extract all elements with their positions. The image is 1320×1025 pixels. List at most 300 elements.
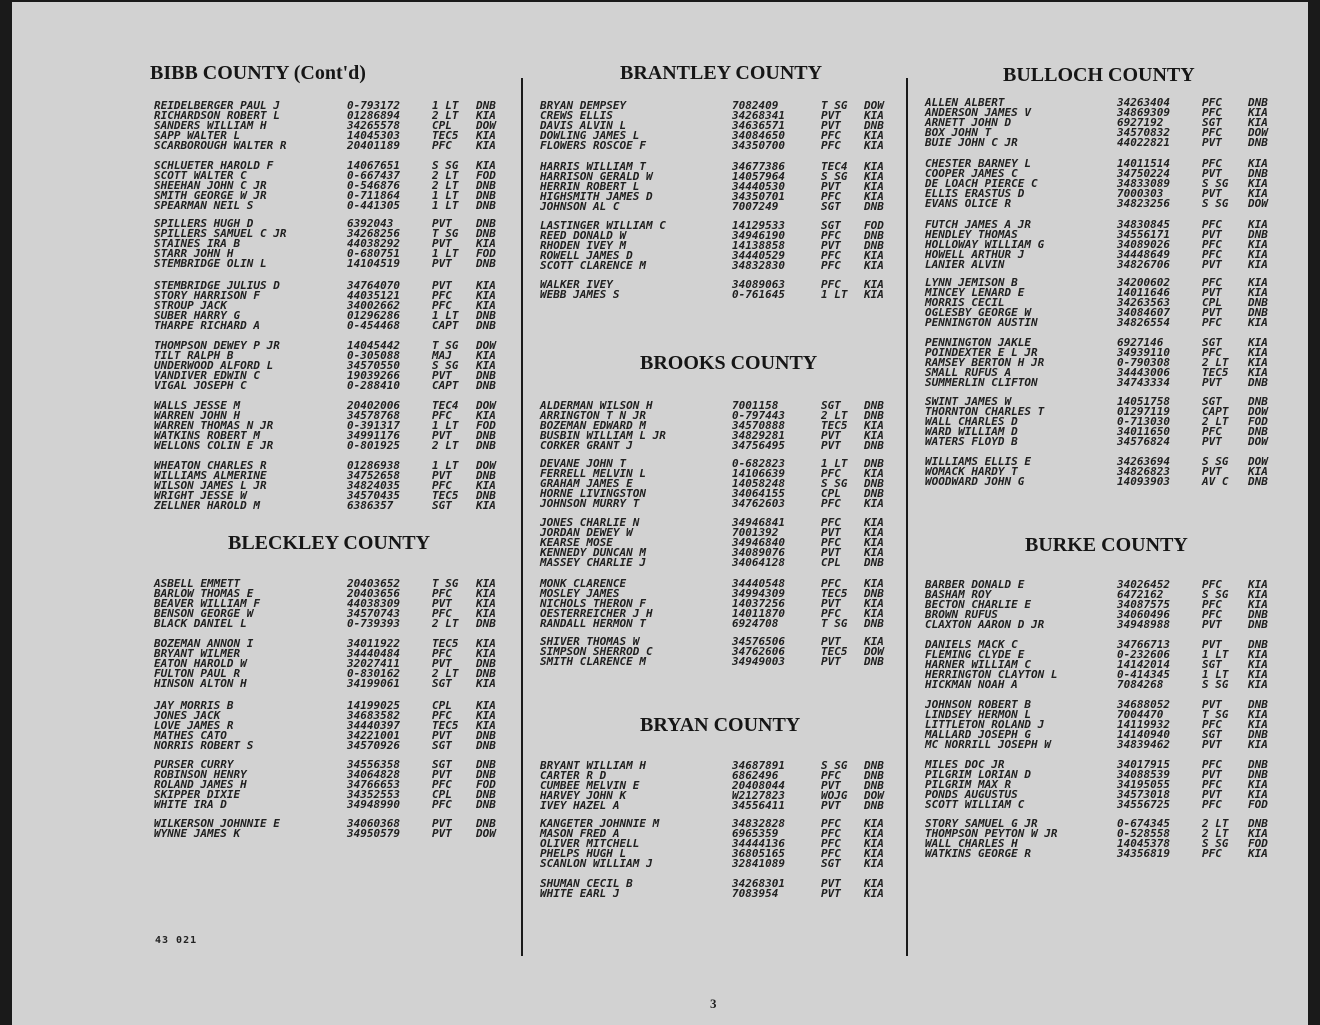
rank: PFC [821,769,841,782]
rank: PVT [432,827,452,840]
casualty-name: COOPER JAMES C [925,167,1018,180]
service-number: 34064155 [732,487,785,500]
service-number: 34060496 [1117,608,1170,621]
rank: S SG [1202,455,1229,468]
service-number: 34830845 [1117,218,1170,231]
status-code: KIA [1248,238,1268,251]
casualty-name: BARBER DONALD E [925,578,1025,591]
casualty-name: SHUMAN CECIL B [540,877,633,890]
casualty-name: KANGETER JOHNNIE M [540,817,660,830]
casualty-name: WYNNE JAMES K [154,827,241,840]
status-code: FOD [1248,837,1268,850]
rank: PFC [1202,106,1222,119]
casualty-name: HICKMAN NOAH A [925,678,1018,691]
service-number: 34087575 [1117,598,1170,611]
casualty-name: CLAXTON AARON D JR [925,618,1045,631]
rank: PVT [432,817,452,830]
casualty-name: OGLESBY GEORGE W [925,306,1031,319]
service-number: 34570435 [347,489,400,502]
rank: PVT [1202,286,1222,299]
rank: T SG [432,227,459,240]
casualty-name: MC NORRILL JOSEPH W [925,738,1051,751]
status-code: DNB [476,788,496,801]
rank: PVT [821,429,841,442]
rank: S SG [1202,588,1229,601]
county-heading: BROOKS COUNTY [640,352,818,374]
casualty-name: STROUP JACK [154,299,227,312]
service-number: 14045442 [347,339,400,352]
casualty-name: POINDEXTER E L JR [925,346,1038,359]
rank: S SG [821,477,848,490]
casualty-name: PILGRIM LORIAN D [925,768,1031,781]
service-number: 34356819 [1117,847,1170,860]
service-number: 7001158 [732,399,779,412]
casualty-name: BARLOW THOMAS E [154,587,254,600]
service-number: 34352553 [347,788,400,801]
service-number: 34011922 [347,637,400,650]
page-number: 3 [710,996,717,1011]
service-number: 7007249 [732,200,779,213]
status-code: DNB [1248,136,1268,149]
status-code: KIA [864,536,884,549]
status-code: FOD [1248,798,1268,811]
service-number: 14037256 [732,597,785,610]
service-number: 34948988 [1117,618,1170,631]
service-number: 34440530 [732,180,785,193]
status-code: KIA [476,607,496,620]
service-number: 6927192 [1117,116,1164,129]
status-code: DNB [476,257,496,270]
service-number: 34688052 [1117,698,1170,711]
casualty-name: REED DONALD W [540,229,627,242]
status-code: KIA [864,526,884,539]
service-number: 34948990 [347,798,400,811]
status-code: DOW [476,119,496,132]
casualty-name: FERRELL MELVIN L [540,467,646,480]
service-number: 34002662 [347,299,400,312]
status-code: KIA [1248,157,1268,170]
rank: PVT [1202,738,1222,751]
casualty-name: BRYANT WILMER [154,647,241,660]
casualty-name: RICHARDSON ROBERT L [154,109,280,122]
rank: 2 LT [432,179,459,192]
status-code: DNB [1248,96,1268,109]
rank: PFC [432,778,452,791]
casualty-name: UNDERWOOD ALFORD L [154,359,274,372]
service-number: 6386357 [347,499,394,512]
status-code: KIA [476,299,496,312]
status-code: KIA [476,499,496,512]
casualty-name: LYNN JEMISON B [925,276,1018,289]
service-number: 34991176 [347,429,400,442]
casualty-name: HORNE LIVINGSTON [540,487,646,500]
rank: 2 LT [432,439,459,452]
status-code: KIA [1248,276,1268,289]
status-code: DNB [476,179,496,192]
service-number: 0-414345 [1117,668,1170,681]
service-number: 34994309 [732,587,785,600]
status-code: FOD [864,219,884,232]
status-code: DNB [1248,618,1268,631]
casualty-name: JOHNSON MURRY T [540,497,640,510]
service-number: 44038309 [347,597,400,610]
service-number: 0-528558 [1117,827,1170,840]
status-code: DNB [1248,167,1268,180]
casualty-name: OLIVER MITCHELL [540,837,640,850]
casualty-name: DE LOACH PIERCE C [925,177,1038,190]
casualty-name: WILLIAMS ALMERINE [154,469,267,482]
service-number: 6862496 [732,769,779,782]
status-code: KIA [476,279,496,292]
status-code: KIA [864,546,884,559]
rank: PVT [432,729,452,742]
rank: 1 LT [432,199,459,212]
casualty-name: RANDALL HERMON T [540,617,646,630]
rank: PVT [821,439,841,452]
rank: PVT [1202,618,1222,631]
casualty-name: CARTER R D [540,769,607,782]
status-code: DNB [1248,638,1268,651]
service-number: 34195055 [1117,778,1170,791]
rank: SGT [432,739,452,752]
service-number: 34636571 [732,119,785,132]
rank: SGT [1202,728,1222,741]
rank: PFC [432,299,452,312]
rank: PVT [432,257,452,270]
service-number: 14104519 [347,257,400,270]
status-code: KIA [864,635,884,648]
status-code: KIA [864,516,884,529]
service-number: 32841089 [732,857,785,870]
rank: PFC [432,587,452,600]
status-code: KIA [864,887,884,900]
status-code: KIA [476,699,496,712]
status-code: KIA [864,109,884,122]
status-code: KIA [1248,316,1268,329]
rank: AV C [1202,475,1229,488]
status-code: KIA [864,497,884,510]
casualty-name: WILLIAMS ELLIS E [925,455,1031,468]
casualty-name: KEARSE MOSE [540,536,613,549]
rank: PFC [821,837,841,850]
casualty-name: SIMPSON SHERROD C [540,645,653,658]
service-number: 34350700 [732,139,785,152]
casualty-name: FUTCH JAMES A JR [925,218,1031,231]
status-code: DNB [864,439,884,452]
service-number: 32027411 [347,657,400,670]
status-code: KIA [476,349,496,362]
service-number: 0-830162 [347,667,400,680]
rank: PFC [821,827,841,840]
status-code: DNB [864,487,884,500]
casualty-name: ELLIS ERASTUS D [925,187,1025,200]
rank: CAPT [432,379,459,392]
rank: 2 LT [432,109,459,122]
service-number: 34826823 [1117,465,1170,478]
status-code: KIA [864,597,884,610]
service-number: 01286894 [347,109,400,122]
casualty-name: BOX JOHN T [925,126,992,139]
casualty-name: CUMBEE MELVIN E [540,779,640,792]
service-number: 0-391317 [347,419,400,432]
service-number: 34556171 [1117,228,1170,241]
rank: PVT [1202,376,1222,389]
status-code: KIA [864,160,884,173]
rank: PVT [1202,768,1222,781]
service-number: 34578768 [347,409,400,422]
status-code: DOW [476,459,496,472]
casualty-name: WELLONS COLIN E JR [154,439,274,452]
service-number: 34570743 [347,607,400,620]
casualty-name: DANIELS MACK C [925,638,1018,651]
casualty-name: WALL CHARLES D [925,415,1018,428]
status-code: DNB [864,239,884,252]
rank: PVT [432,279,452,292]
service-number: 34026452 [1117,578,1170,591]
status-code: DOW [1248,455,1268,468]
service-number: 14142014 [1117,658,1170,671]
service-number: 34764070 [347,279,400,292]
casualty-name: HOWELL ARTHUR J [925,248,1025,261]
service-number: 14129533 [732,219,785,232]
service-number: W2127823 [732,789,785,802]
service-number: 34756495 [732,439,785,452]
status-code: KIA [476,587,496,600]
service-number: 01286938 [347,459,400,472]
status-code: KIA [1248,286,1268,299]
rank: S SG [1202,197,1229,210]
status-code: KIA [1248,847,1268,860]
county-heading: BRYAN COUNTY [640,714,801,736]
casualty-name: SPILLERS HUGH D [154,217,254,230]
rank: PFC [821,817,841,830]
casualty-name: NORRIS ROBERT S [154,739,254,752]
casualty-row [925,680,1280,690]
casualty-name: SANDERS WILLIAM H [154,119,267,132]
status-code: DNB [476,429,496,442]
casualty-name: THARPE RICHARD A [154,319,260,332]
service-number: 34200602 [1117,276,1170,289]
casualty-name: BROWN RUFUS [925,608,998,621]
rank: TEC5 [432,719,459,732]
rank: PVT [1202,306,1222,319]
status-code: DNB [476,319,496,332]
rank: TEC5 [432,637,459,650]
rank: 2 LT [432,667,459,680]
casualty-name: SPILLERS SAMUEL C JR [154,227,287,240]
casualty-name: STARR JOHN H [154,247,234,260]
service-number: 34570550 [347,359,400,372]
service-number: 44022821 [1117,136,1170,149]
status-code: DNB [864,617,884,630]
status-code: KIA [476,409,496,422]
status-code: DNB [864,229,884,242]
casualty-name: STEMBRIDGE OLIN L [154,257,267,270]
rank: PVT [821,239,841,252]
rank: T SG [821,617,848,630]
rank: PVT [821,799,841,812]
county-heading: BLECKLEY COUNTY [228,532,431,554]
rank: CPL [432,788,452,801]
status-code: DNB [864,799,884,812]
casualty-name: PILGRIM MAX R [925,778,1012,791]
casualty-name: MOSLEY JAMES [540,587,620,600]
casualty-name: HARRIS WILLIAM T [540,160,646,173]
casualty-name: OESTERREICHER J H [540,607,653,620]
casualty-name: WARD WILLIAM D [925,425,1018,438]
rank: PFC [432,607,452,620]
rank: PVT [821,119,841,132]
status-code: KIA [1248,788,1268,801]
status-code: DNB [864,200,884,213]
rank: PFC [1202,598,1222,611]
status-code: KIA [864,419,884,432]
service-number: 34833089 [1117,177,1170,190]
service-number: 34752658 [347,469,400,482]
service-number: 7082409 [732,99,779,112]
casualty-name: WARREN JOHN H [154,409,241,422]
casualty-name: GRAHAM JAMES E [540,477,633,490]
casualty-name: BASHAM ROY [925,588,992,601]
status-code: DOW [864,99,884,112]
status-code: KIA [1248,248,1268,261]
rank: PFC [1202,758,1222,771]
status-code: KIA [1248,588,1268,601]
status-code: DOW [864,645,884,658]
rank: PFC [821,467,841,480]
rank: PVT [1202,435,1222,448]
rank: 1 LT [432,189,459,202]
status-code: DNB [476,217,496,230]
document-code: 43 021 [155,935,198,946]
casualty-name: FULTON PAUL R [154,667,241,680]
rank: WOJG [821,789,848,802]
rank: 1 LT [432,419,459,432]
casualty-name: PENNINGTON JAKLE [925,336,1031,349]
casualty-name: WHEATON CHARLES R [154,459,267,472]
casualty-name: JAY MORRIS B [154,699,234,712]
status-code: KIA [476,597,496,610]
status-code: DNB [864,477,884,490]
casualty-name: BLACK DANIEL L [154,617,247,630]
service-number: 7004470 [1117,708,1164,721]
service-number: 14011870 [732,607,785,620]
rank: PVT [1202,136,1222,149]
rank: CAPT [432,319,459,332]
service-number: 34440529 [732,249,785,262]
service-number: 14045378 [1117,837,1170,850]
casualty-name: ROBINSON HENRY [154,768,247,781]
casualty-name: STEMBRIDGE JULIUS D [154,279,280,292]
status-code: DNB [1248,425,1268,438]
casualty-name: THORNTON CHARLES T [925,405,1045,418]
rank: PFC [821,190,841,203]
status-code: KIA [1248,218,1268,231]
status-code: KIA [1248,678,1268,691]
service-number: 34570888 [732,419,785,432]
status-code: DNB [1248,306,1268,319]
service-number: 14011646 [1117,286,1170,299]
service-number: 34440548 [732,577,785,590]
service-number: 34762603 [732,497,785,510]
status-code: KIA [1248,106,1268,119]
casualty-name: SCARBOROUGH WALTER R [154,139,287,152]
status-code: KIA [864,249,884,262]
status-code: DNB [476,369,496,382]
service-number: 20402006 [347,399,400,412]
service-number: 34444136 [732,837,785,850]
status-code: DNB [1248,376,1268,389]
rank: PFC [1202,248,1222,261]
rank: TEC4 [432,399,459,412]
rank: PVT [1202,228,1222,241]
status-code: DNB [1248,728,1268,741]
service-number: 34060368 [347,817,400,830]
status-code: DNB [864,759,884,772]
rank: SGT [432,677,452,690]
rank: T SG [1202,708,1229,721]
status-code: KIA [864,857,884,870]
casualty-name: HIGHSMITH JAMES D [540,190,653,203]
rank: T SG [432,577,459,590]
status-code: DNB [864,779,884,792]
status-code: KIA [1248,346,1268,359]
service-number: 6392043 [347,217,394,230]
casualty-name: DAVIS ALVIN L [540,119,627,132]
rank: 1 LT [432,247,459,260]
service-number: 6965359 [732,827,779,840]
rank: SGT [821,219,841,232]
rank: PVT [821,779,841,792]
service-number: 34949003 [732,655,785,668]
casualty-name: MALLARD JOSEPH G [925,728,1031,741]
service-number: 34268301 [732,877,785,890]
rank: CPL [432,119,452,132]
rank: S SG [1202,177,1229,190]
service-number: 34839462 [1117,738,1170,751]
rank: PFC [1202,218,1222,231]
rank: 1 LT [821,457,848,470]
status-code: KIA [864,817,884,830]
status-code: KIA [476,479,496,492]
status-code: DNB [1248,608,1268,621]
service-number: 0-761645 [732,288,785,301]
casualty-row [925,740,1280,750]
casualty-name: SKIPPER DIXIE [154,788,241,801]
rank: PVT [1202,698,1222,711]
service-number: 0-288410 [347,379,400,392]
casualty-name: WILSON JAMES L JR [154,479,267,492]
status-code: DNB [864,556,884,569]
rank: PFC [821,129,841,142]
rank: PFC [1202,778,1222,791]
service-number: 14058248 [732,477,785,490]
casualty-name: LOVE JAMES R [154,719,234,732]
status-code: KIA [1248,336,1268,349]
casualty-name: FLEMING CLYDE E [925,648,1025,661]
rank: CPL [821,556,841,569]
casualty-name: NICHOLS THERON F [540,597,646,610]
service-number: 34221001 [347,729,400,742]
status-code: DNB [864,769,884,782]
status-code: DNB [476,758,496,771]
rank: PFC [1202,157,1222,170]
casualty-name: LASTINGER WILLIAM C [540,219,666,232]
casualty-name: SMALL RUFUS A [925,366,1012,379]
county-heading: BULLOCH COUNTY [1003,64,1195,86]
rank: PFC [1202,126,1222,139]
status-code: KIA [864,129,884,142]
